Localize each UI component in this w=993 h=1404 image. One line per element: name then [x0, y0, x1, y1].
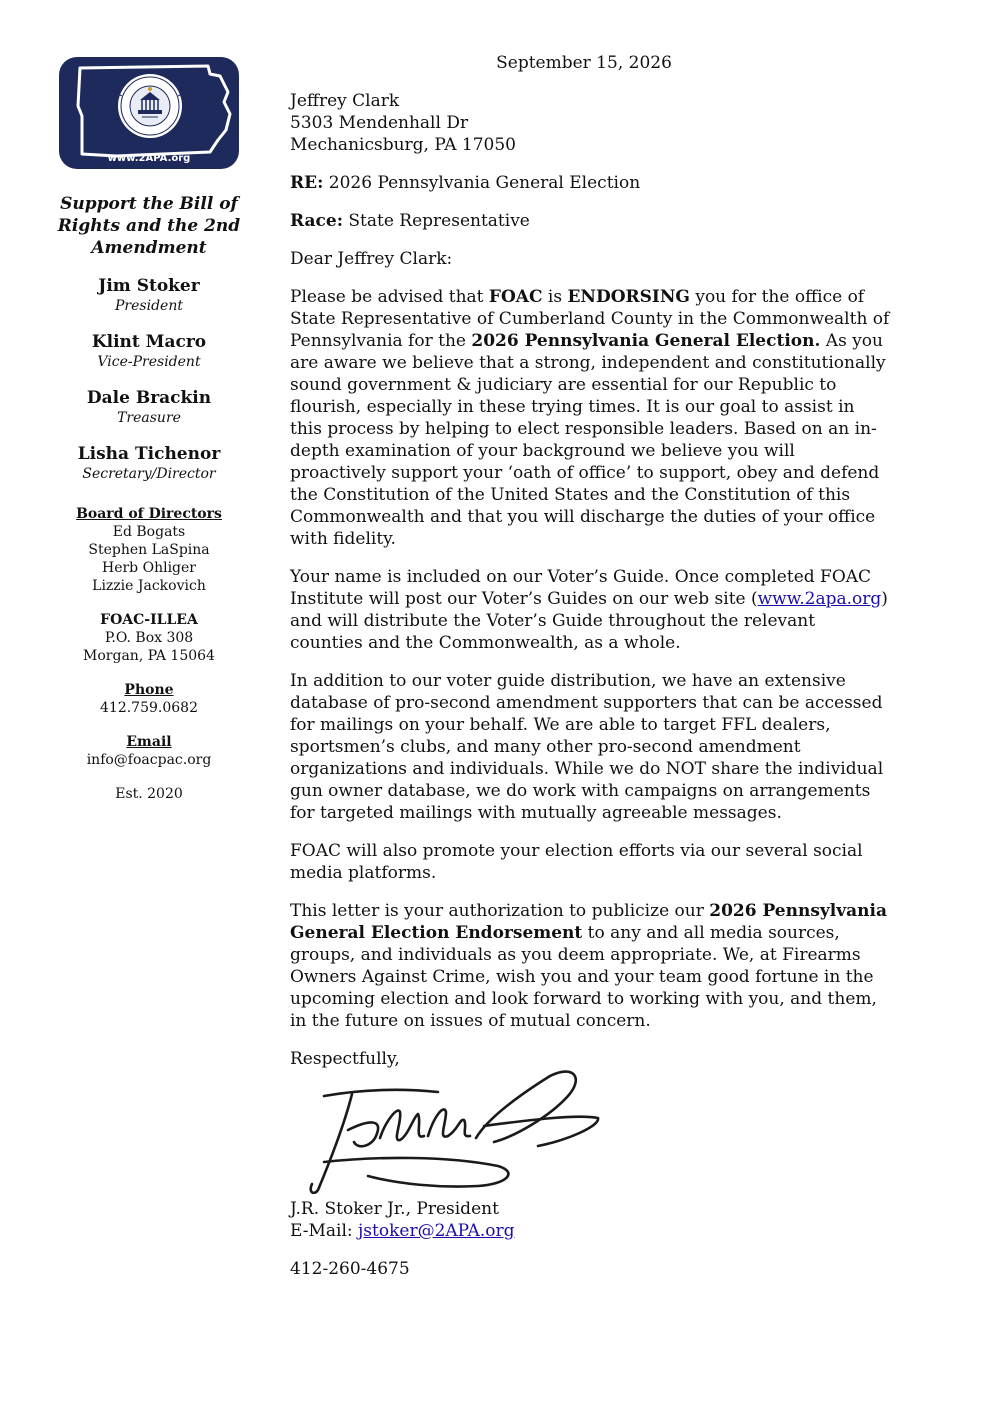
- race-line: [290, 210, 890, 232]
- race-label: Race:: [290, 211, 343, 231]
- officer-name: Dale Brackin: [86, 388, 212, 408]
- email-label: Email: [126, 734, 172, 750]
- officer-vice-president: [48, 331, 250, 371]
- org-address-line: Morgan, PA 15064: [83, 648, 215, 664]
- established: Est. 2020: [115, 786, 183, 802]
- officer-name: Jim Stoker: [98, 276, 200, 296]
- website-link[interactable]: www.2apa.org: [757, 589, 882, 609]
- org-phone: [48, 681, 250, 717]
- officer-title: Treasure: [117, 410, 181, 426]
- paragraph-authorization: [290, 900, 890, 1032]
- signer-email-link[interactable]: jstoker@2APA.org: [358, 1221, 515, 1241]
- text-run: you for the office of State Representative of Cumberland County in the Commonwealth of Pennsylvania for the: [290, 287, 890, 351]
- officer-name: Lisha Tichenor: [77, 444, 221, 464]
- race-value: State Representative: [348, 211, 530, 231]
- email-value: info@foacpac.org: [86, 752, 212, 768]
- text-bold: ENDORSING: [567, 287, 690, 307]
- signer-email-line: [290, 1220, 890, 1242]
- text-run: This letter is your authorization to publicize our: [290, 901, 710, 921]
- text-run: As you are aware we believe that a strong, independent and constitutionally sound government & judiciary are essential for our Republic to flourish, especially in these trying times. It is our goal to assist in this process by helping to elect responsible leaders. Based on an in-depth examination of your background we believe you will proactively support your ‘oath of office’ to support, obey and defend the Constitution of the United States and the Constitution of this Commonwealth and that you will discharge the duties of your office with fidelity.: [290, 331, 886, 549]
- org-address-line: P.O. Box 308: [104, 630, 194, 646]
- org-email: [48, 733, 250, 769]
- sidebar: [48, 56, 250, 803]
- officer-title: Secretary/Director: [82, 466, 216, 482]
- text-run: Please be advised that: [290, 287, 489, 307]
- officer-treasurer: [48, 387, 250, 427]
- re-line: [290, 172, 890, 194]
- phone-label: Phone: [124, 682, 174, 698]
- text-bold: 2026 Pennsylvania General Election Endorsement: [290, 901, 887, 943]
- board-heading: Board of Directors: [76, 506, 222, 522]
- board-member: Lizzie Jackovich: [92, 578, 206, 594]
- paragraph-social-media: FOAC will also promote your election efforts via our several social media platforms.: [290, 841, 863, 883]
- board-member: Stephen LaSpina: [88, 542, 210, 558]
- logo-url: www.2APA.org: [107, 153, 191, 164]
- officer-name: Klint Macro: [91, 332, 207, 352]
- re-value: 2026 Pennsylvania General Election: [328, 173, 641, 193]
- recipient-name: Jeffrey Clark: [290, 91, 400, 111]
- signer-phone: 412-260-4675: [290, 1259, 410, 1279]
- recipient-address: [290, 90, 890, 156]
- foac-logo: [58, 56, 240, 170]
- letter-date: September 15, 2026: [496, 53, 672, 73]
- officer-title: President: [115, 298, 183, 314]
- recipient-city: Mechanicsburg, PA 17050: [290, 135, 516, 155]
- signer-name: J.R. Stoker Jr., President: [290, 1199, 499, 1219]
- board-member: Ed Bogats: [112, 524, 186, 540]
- officer-secretary: [48, 443, 250, 483]
- officer-title: Vice-President: [97, 354, 201, 370]
- officer-president: [48, 275, 250, 315]
- paragraph-voter-guide: [290, 566, 890, 654]
- paragraph-endorsement: [290, 286, 890, 550]
- salutation: Dear Jeffrey Clark:: [290, 249, 453, 269]
- email-label: E-Mail:: [290, 1221, 359, 1241]
- letter-body: [290, 52, 890, 1280]
- paragraph-database: In addition to our voter guide distribution, we have an extensive database of pro-second amendment supporters that can be accessed for mailings on your behalf. We are able to target FFL dealers, sportsmen’s clubs, and many other pro-second amendment organizations and individuals. While we do NOT share the individual gun owner database, we do work with campaigns on arrangements for targeted mailings with mutually agreeable messages.: [290, 671, 884, 823]
- org-name: FOAC-ILLEA: [100, 612, 198, 628]
- phone-value: 412.759.0682: [100, 700, 198, 716]
- signature: [288, 1066, 608, 1194]
- text-run: is: [542, 287, 568, 307]
- text-bold: FOAC: [488, 287, 543, 307]
- re-label: RE:: [290, 173, 324, 193]
- board-of-directors: [48, 505, 250, 595]
- board-member: Herb Ohliger: [102, 560, 196, 576]
- text-bold: 2026 Pennsylvania General Election.: [471, 331, 821, 351]
- tagline: Support the Bill of Rights and the 2nd Amendment: [57, 194, 241, 258]
- recipient-street: 5303 Mendenhall Dr: [290, 113, 469, 133]
- org-address: [48, 611, 250, 665]
- closing: Respectfully,: [290, 1049, 400, 1069]
- text-run: to any and all media sources, groups, and individuals as you deem appropriate. We, at Firearms Owners Against Crime, wish you and your team good fortune in the upcoming election and look forward to working with you, and them, in the future on issues of mutual concern.: [290, 923, 877, 1031]
- text-run: ) and will distribute the Voter’s Guide throughout the relevant counties and the Commonwealth, as a whole.: [290, 589, 888, 653]
- text-run: Your name is included on our Voter’s Guide. Once completed FOAC Institute will post our Voter’s Guides on our web site (: [290, 567, 872, 609]
